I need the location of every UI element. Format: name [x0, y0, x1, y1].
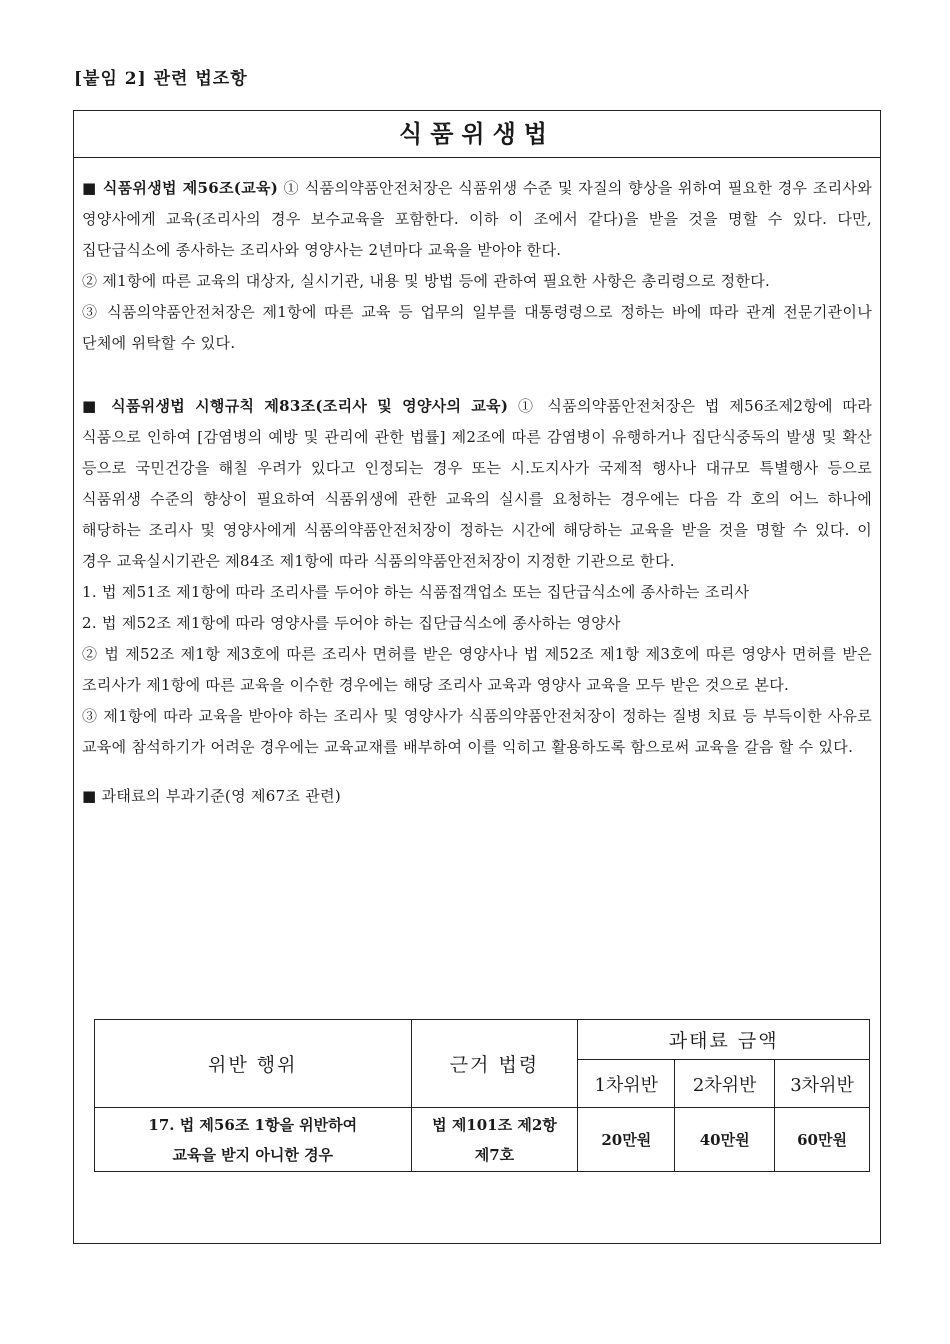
rule-83-item-2: 2. 법 제52조 제1항에 따라 영양사를 두어야 하는 집단급식소에 종사하는 영양사: [82, 614, 621, 632]
cell-amount-first: 20만원: [578, 1108, 675, 1172]
header-third-violation: 3차위반: [775, 1060, 870, 1108]
article-56-paragraph-3: ③ 식품의약품안전처장은 제1항에 따른 교육 등 업무의 일부를 대통령령으로 정하는 바에 따라 관계 전문기관이나 단체에 위탁할 수 있다.: [82, 303, 872, 352]
spacer: [82, 763, 872, 781]
article-56-heading: ■ 식품위생법 제56조(교육): [82, 179, 279, 197]
violation-line-1: 17. 법 제56조 1항을 위반하여: [148, 1115, 358, 1134]
article-56-paragraph-1: [82, 173, 872, 266]
law-line-2: 제7호: [474, 1145, 515, 1164]
rule-83-item-1: 1. 법 제51조 제1항에 따라 조리사를 두어야 하는 식품접객업소 또는 집단급식소에 종사하는 조리사: [82, 583, 750, 601]
spacer: [82, 359, 872, 391]
header-legal-basis: 근거 법령: [411, 1020, 578, 1108]
header-first-violation: 1차위반: [578, 1060, 675, 1108]
law-content: [82, 173, 872, 812]
rule-83-paragraph-3: ③ 제1항에 따라 교육을 받아야 하는 조리사 및 영양사가 식품의약품안전처장이 정하는 질병 치료 등 부득이한 사유로 교육에 참석하기가 어려운 경우에는 교육교재를 배부하여 이를 익히고 활용하도록 함으로써 교육을 갈음 할 수 있다.: [82, 707, 872, 756]
law-title: 식품위생법: [74, 111, 880, 158]
header-violation: 위반 행위: [95, 1020, 412, 1108]
article-56-paragraph-2: ② 제1항에 따른 교육의 대상자, 실시기관, 내용 및 방법 등에 관하여 필요한 사항은 총리령으로 정한다.: [82, 272, 771, 290]
rule-83-text-1: ① 식품의약품안전처장은 법 제56조제2항에 따라 식품으로 인하여 [감염병의 예방 및 관리에 관한 법률] 제2조에 따른 감염병이 유행하거나 집단식중독의 발생 및 확산 등으로 국민건강을 해칠 우려가 있다고 인정되는 경우 또는 시.도지사가 국제적 행사나 대규모 특별행사 등으로 식품위생 수준의 향상이 필요하여 식품위생에 관한 교육의 실시를 요청하는 경우에는 다음 각 호의 어느 하나에 해당하는 조리사 및 영양사에게 식품의약품안전처장이 정하는 시간에 해당하는 교육을 받을 것을 명할 수 있다. 이 경우 교육실시기관은 제84조 제1항에 따라 식품의약품안전처장이 지정한 기관으로 한다.: [82, 397, 873, 570]
cell-amount-second: 40만원: [675, 1108, 775, 1172]
table-row: [95, 1108, 870, 1172]
header-second-violation: 2차위반: [675, 1060, 775, 1108]
attachment-title: [붙임 2] 관련 법조항: [74, 69, 248, 89]
fine-criteria-heading: ■ 과태료의 부과기준(영 제67조 관련): [82, 787, 342, 805]
cell-amount-third: 60만원: [775, 1108, 870, 1172]
rule-83-heading: ■ 식품위생법 시행규칙 제83조(조리사 및 영양사의 교육): [82, 397, 509, 415]
header-fine-amount: 과태료 금액: [578, 1020, 870, 1060]
cell-violation: [95, 1108, 412, 1172]
violation-line-2: 교육을 받지 아니한 경우: [172, 1145, 334, 1164]
fine-table: [94, 1019, 870, 1172]
cell-legal-basis: [411, 1108, 578, 1172]
rule-83-paragraph-2: ② 법 제52조 제1항 제3호에 따른 조리사 면허를 받은 영양사나 법 제52조 제1항 제3호에 따른 영양사 면허를 받은 조리사가 제1항에 따른 교육을 이수한 경우에는 해당 조리사 교육과 영양사 교육을 모두 받은 것으로 본다.: [82, 645, 872, 694]
law-line-1: 법 제101조 제2항: [432, 1115, 557, 1134]
article-56-text-1: ① 식품의약품안전처장은 식품위생 수준 및 자질의 향상을 위하여 필요한 경우 조리사와 영양사에게 교육(조리사의 경우 보수교육을 포함한다. 이하 이 조에서 같다)을 받을 것을 명할 수 있다. 다만, 집단급식소에 종사하는 조리사와 영양사는 2년마다 교육을 받아야 한다.: [82, 179, 872, 259]
rule-83-paragraph-1: [82, 391, 872, 577]
law-frame: [73, 110, 881, 1244]
